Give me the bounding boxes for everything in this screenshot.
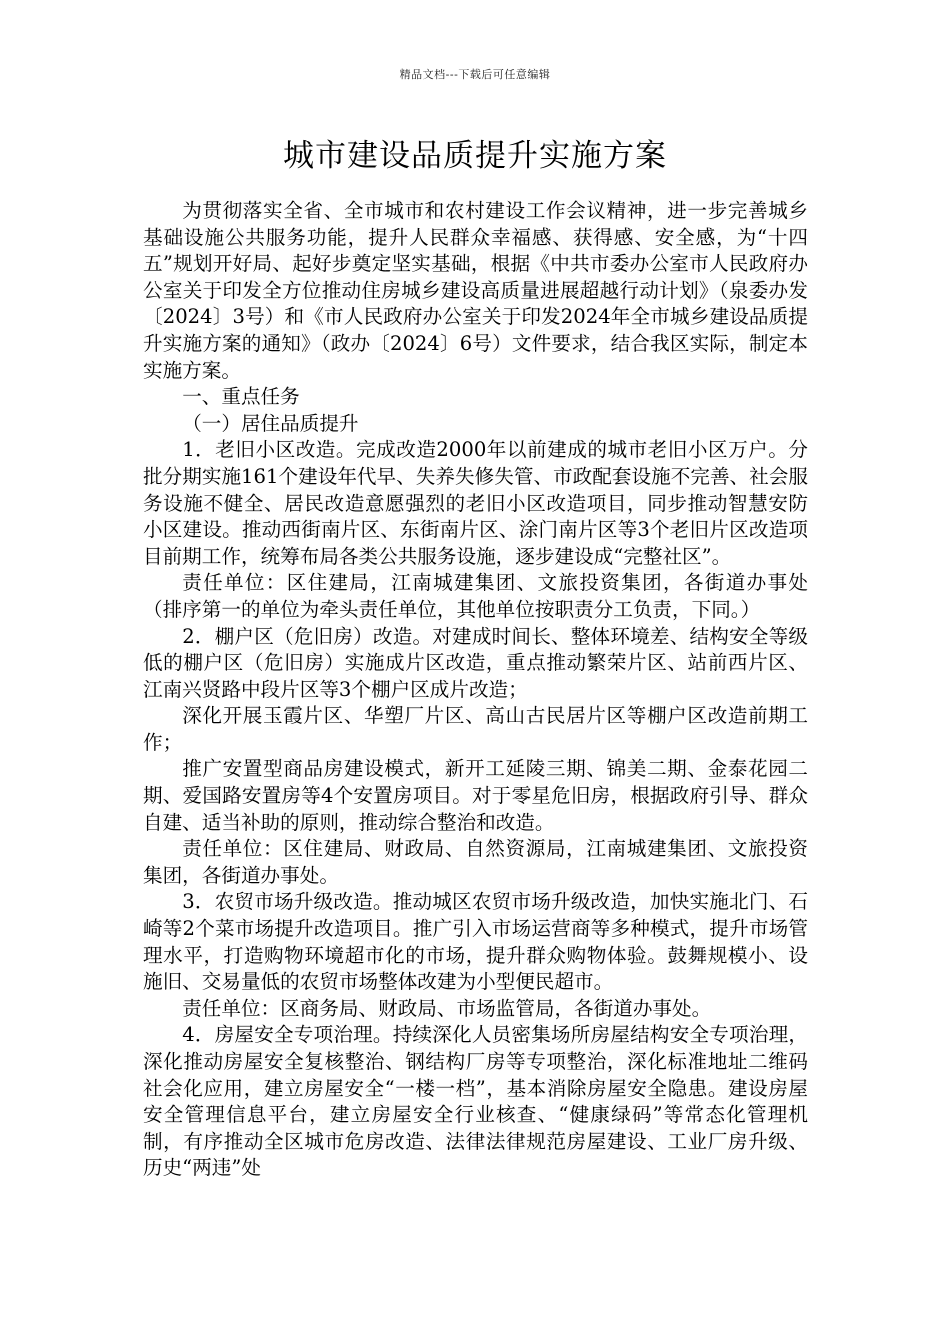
header-note: 精品文档---下载后可任意编辑 <box>399 68 551 81</box>
paragraph-market-upgrade: 3．农贸市场升级改造。推动城区农贸市场升级改造，加快实施北门、石崎等2个菜市场提升改造项目。推广引入市场运营商等多种模式，提升市场管理水平，打造购物环境超市化的市场，提升群众购物体验。鼓舞规模小、设施旧、交易量低的农贸市场整体改建为小型便民超市。 <box>143 890 808 994</box>
paragraph-resettlement-housing: 推广安置型商品房建设模式，新开工延陵三期、锦美二期、金泰花园二期、爱国路安置房等4个安置房项目。对于零星危旧房，根据政府引导、群众自建、适当补助的原则，推动综合整治和改造。 <box>143 757 808 834</box>
paragraph-housing-safety: 4．房屋安全专项治理。持续深化人员密集场所房屋结构安全专项治理，深化推动房屋安全复核整治、钢结构厂房等专项整治，深化标准地址二维码社会化应用，建立房屋安全“一楼一档”，基本消除房屋安全隐患。建设房屋安全管理信息平台，建立房屋安全行业核查、“健康绿码”等常态化管理机制，有序推动全区城市危房改造、法律法律规范房屋建设、工业厂房升级、历史“两违”处 <box>143 1023 808 1180</box>
paragraph-responsible-units-3: 责任单位：区商务局、财政局、市场监管局，各街道办事处。 <box>182 996 712 1020</box>
section-heading-key-tasks: 一、重点任务 <box>182 385 300 409</box>
paragraph-shantytown-preliminary: 深化开展玉霞片区、华塑厂片区、高山古民居片区等棚户区改造前期工作； <box>143 704 808 754</box>
subsection-heading-housing: （一）居住品质提升 <box>182 411 359 435</box>
paragraph-responsible-units-1: 责任单位：区住建局，江南城建集团、文旅投资集团，各街道办事处（排序第一的单位为牵头责任单位，其他单位按职责分工负责，下同。） <box>143 571 808 621</box>
paragraph-responsible-units-2: 责任单位：区住建局、财政局、自然资源局，江南城建集团、文旅投资集团，各街道办事处。 <box>143 837 808 887</box>
document-body <box>143 198 808 1182</box>
intro-paragraph: 为贯彻落实全省、全市城市和农村建设工作会议精神，进一步完善城乡基础设施公共服务功能，提升人民群众幸福感、获得感、安全感，为“十四五”规划开好局、起好步奠定坚实基础，根据《中共市委办公室市人民政府办公室关于印发全方位推动住房城乡建设高质量进展超越行动计划》（泉委办发〔2024〕3号）和《市人民政府办公室关于印发2024年全市城乡建设品质提升实施方案的通知》（政办〔2024〕6号）文件要求，结合我区实际，制定本实施方案。 <box>143 199 808 382</box>
paragraph-old-community-renovation: 1．老旧小区改造。完成改造2000年以前建成的城市老旧小区万户。分批分期实施161个建设年代早、失养失修失管、市政配套设施不完善、社会服务设施不健全、居民改造意愿强烈的老旧小区改造项目，同步推动智慧安防小区建设。推动西街南片区、东街南片区、涂门南片区等3个老旧片区改造项目前期工作，统筹布局各类公共服务设施，逐步建设成“完整社区”。 <box>143 438 808 568</box>
document-title: 城市建设品质提升实施方案 <box>283 138 667 174</box>
paragraph-shantytown-renovation: 2．棚户区（危旧房）改造。对建成时间长、整体环境差、结构安全等级低的棚户区（危旧房）实施成片区改造，重点推动繁荣片区、站前西片区、江南兴贤路中段片区等3个棚户区成片改造； <box>143 624 808 701</box>
